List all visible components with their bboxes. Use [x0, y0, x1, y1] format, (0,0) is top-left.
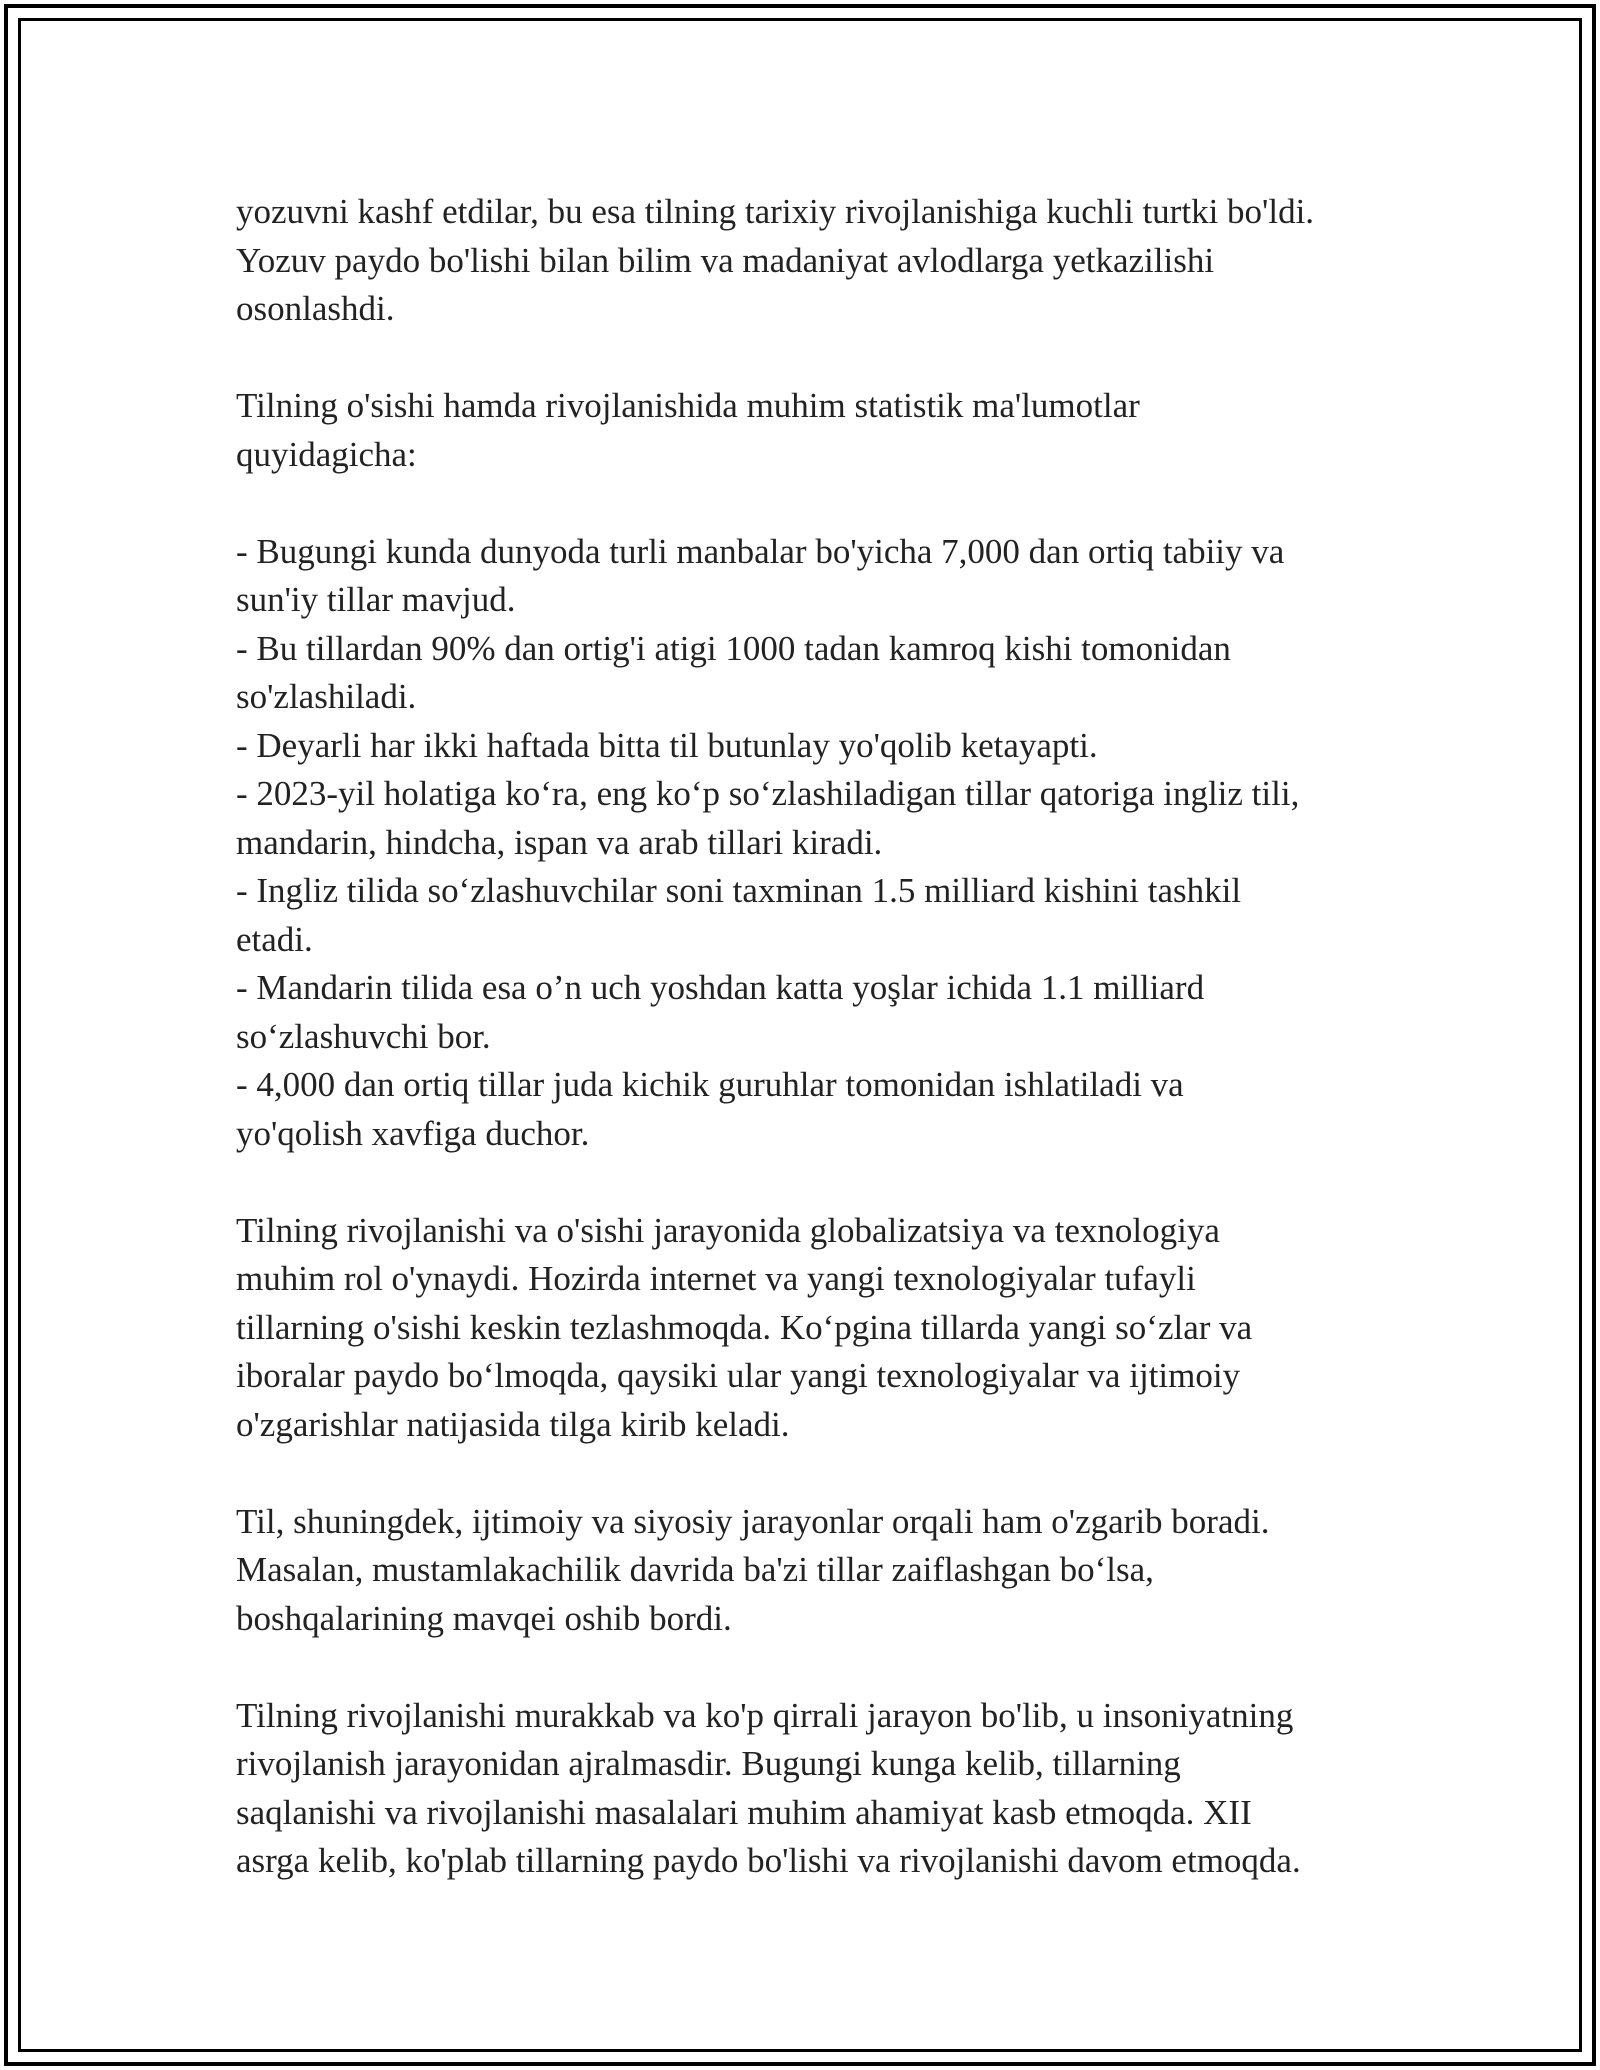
text-line: Til, shuningdek, ijtimoiy va siyosiy jarayonlar orqali ham o'zgarib boradi.: [236, 1501, 1270, 1541]
list-item: - 4,000 dan ortiq tillar juda kichik guruhlar tomonidan ishlatiladi va: [236, 1065, 1184, 1104]
paragraph-writing-history: [236, 188, 1416, 334]
text-line: saqlanishi va rivojlanishi masalalari muhim ahamiyat kasb etmoqda. XII: [236, 1792, 1252, 1832]
text-line: boshqalarining mavqei oshib bordi.: [236, 1598, 732, 1638]
statistics-list: [236, 528, 1416, 1159]
text-line: Tilning rivojlanishi murakkab va ko'p qirrali jarayon bo'lib, u insoniyatning: [236, 1695, 1294, 1735]
list-item-continuation: etadi.: [236, 919, 313, 959]
paragraph-social-political: [236, 1498, 1416, 1644]
list-item-continuation: so‘zlashuvchi bor.: [236, 1016, 491, 1056]
text-line: Yozuv paydo bo'lishi bilan bilim va madaniyat avlodlarga yetkazilishi: [236, 240, 1215, 280]
list-item: - Bu tillardan 90% dan ortig'i atigi 1000 tadan kamroq kishi tomonidan: [236, 628, 1231, 668]
paragraph-statistics-intro: [236, 382, 1416, 479]
text-line: asrga kelib, ko'plab tillarning paydo bo'lishi va rivojlanishi davom etmoqda.: [236, 1841, 1301, 1880]
text-line: iboralar paydo bo‘lmoqda, qaysiki ular yangi texnologiyalar va ijtimoiy: [236, 1356, 1241, 1395]
list-item-continuation: yo'qolish xavfiga duchor.: [236, 1113, 590, 1153]
text-line: tillarning o'sishi keskin tezlashmoqda. Ko‘pgina tillarda yangi so‘zlar va: [236, 1307, 1253, 1347]
text-line: o'zgarishlar natijasida tilga kirib keladi.: [236, 1404, 790, 1444]
list-item: - Bugungi kunda dunyoda turli manbalar bo'yicha 7,000 dan ortiq tabiiy va: [236, 531, 1285, 571]
text-line: quyidagicha:: [236, 434, 417, 474]
text-line: rivojlanish jarayonidan ajralmasdir. Bugungi kunga kelib, tillarning: [236, 1744, 1181, 1783]
list-item: - Mandarin tilida esa o’n uch yoshdan katta yoşlar ichida 1.1 milliard: [236, 968, 1205, 1007]
document-body: [236, 188, 1416, 1934]
text-line: osonlashdi.: [236, 289, 395, 328]
text-line: muhim rol o'ynaydi. Hozirda internet va yangi texnologiyalar tufayli: [236, 1259, 1196, 1298]
list-item: - 2023-yil holatiga ko‘ra, eng ko‘p so‘zlashiladigan tillar qatoriga ingliz tili,: [236, 774, 1300, 813]
text-line: Tilning rivojlanishi va o'sishi jarayonida globalizatsiya va texnologiya: [236, 1210, 1220, 1250]
paragraph-globalization: [236, 1207, 1416, 1450]
list-item-continuation: so'zlashiladi.: [236, 677, 417, 716]
text-line: Masalan, mustamlakachilik davrida ba'zi tillar zaiflashgan bo‘lsa,: [236, 1550, 1154, 1589]
list-item-continuation: mandarin, hindcha, ispan va arab tillari kiradi.: [236, 822, 883, 862]
paragraph-conclusion: [236, 1692, 1416, 1886]
text-line: yozuvni kashf etdilar, bu esa tilning tarixiy rivojlanishiga kuchli turtki bo'ldi.: [236, 192, 1315, 231]
list-item: - Deyarli har ikki haftada bitta til butunlay yo'qolib ketayapti.: [236, 725, 1098, 765]
text-line: Tilning o'sishi hamda rivojlanishida muhim statistik ma'lumotlar: [236, 386, 1140, 425]
list-item-continuation: sun'iy tillar mavjud.: [236, 580, 516, 619]
list-item: - Ingliz tilida so‘zlashuvchilar soni taxminan 1.5 milliard kishini tashkil: [236, 871, 1242, 910]
